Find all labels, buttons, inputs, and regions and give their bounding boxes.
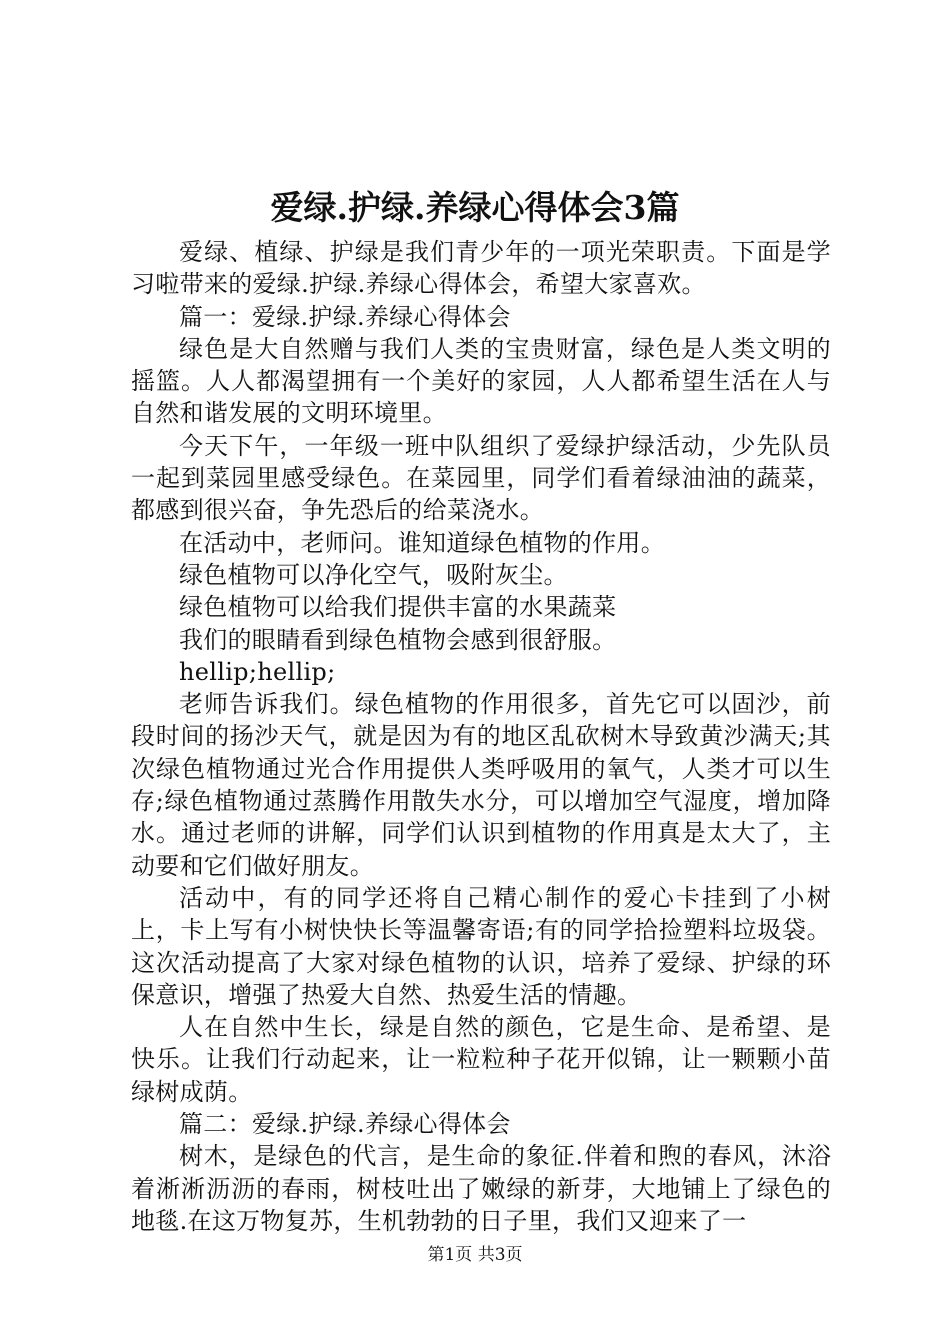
paragraph: 绿色植物可以给我们提供丰富的水果蔬菜: [179, 593, 617, 622]
paragraph: 活动中，有的同学还将自己精心制作的爱心卡挂到了小树上，卡上写有小树快快长等温馨寄语;有的同学拾捡塑料垃圾袋。这次活动提高了大家对绿色植物的认识，培养了爱绿、护绿的环保意识，增强了热爱大自然、热爱生活的情趣。: [131, 883, 831, 1009]
section-heading-1: 篇一：爱绿.护绿.养绿心得体会: [179, 302, 511, 331]
paragraph: 人在自然中生长，绿是自然的颜色，它是生命、是希望、是快乐。让我们行动起来，让一粒粒种子花开似锦，让一颗颗小苗绿树成荫。: [131, 1013, 831, 1106]
paragraph: 树木，是绿色的代言，是生命的象征.伴着和煦的春风，沐浴着淅淅沥沥的春雨，树枝吐出了嫩绿的新芽，大地铺上了绿色的地毯.在这万物复苏，生机勃勃的日子里，我们又迎来了一: [131, 1142, 831, 1235]
document-title: 爱绿.护绿.养绿心得体会3篇: [270, 188, 680, 227]
paragraph: 绿色是大自然赠与我们人类的宝贵财富，绿色是人类文明的摇篮。人人都渴望拥有一个美好的家园，人人都希望生活在人与自然和谐发展的文明环境里。: [131, 334, 831, 428]
paragraph-intro: 爱绿、植绿、护绿是我们青少年的一项光荣职责。下面是学习啦带来的爱绿.护绿.养绿心得体会，希望大家喜欢。: [131, 238, 831, 299]
paragraph: 在活动中，老师问。谁知道绿色植物的作用。: [179, 528, 665, 557]
paragraph: 我们的眼睛看到绿色植物会感到很舒服。: [179, 625, 617, 654]
paragraph: 老师告诉我们。绿色植物的作用很多，首先它可以固沙，前段时间的扬沙天气，就是因为有的地区乱砍树木导致黄沙满天;其次绿色植物通过光合作用提供人类呼吸用的氧气，人类才可以生存;绿色植物通过蒸腾作用散失水分，可以增加空气湿度，增加降水。通过老师的讲解，同学们认识到植物的作用真是太大了，主动要和它们做好朋友。: [131, 690, 831, 880]
section-heading-2: 篇二：爱绿.护绿.养绿心得体会: [179, 1110, 511, 1139]
document-body: [131, 236, 831, 1237]
paragraph: 绿色植物可以净化空气，吸附灰尘。: [179, 560, 568, 589]
page-footer: 第1页 共3页: [427, 1245, 523, 1265]
paragraph: 今天下午，一年级一班中队组织了爱绿护绿活动，少先队员一起到菜园里感受绿色。在菜园里，同学们看着绿油油的蔬菜，都感到很兴奋，争先恐后的给菜浇水。: [131, 431, 831, 525]
paragraph: hellip;hellip;: [179, 657, 336, 686]
